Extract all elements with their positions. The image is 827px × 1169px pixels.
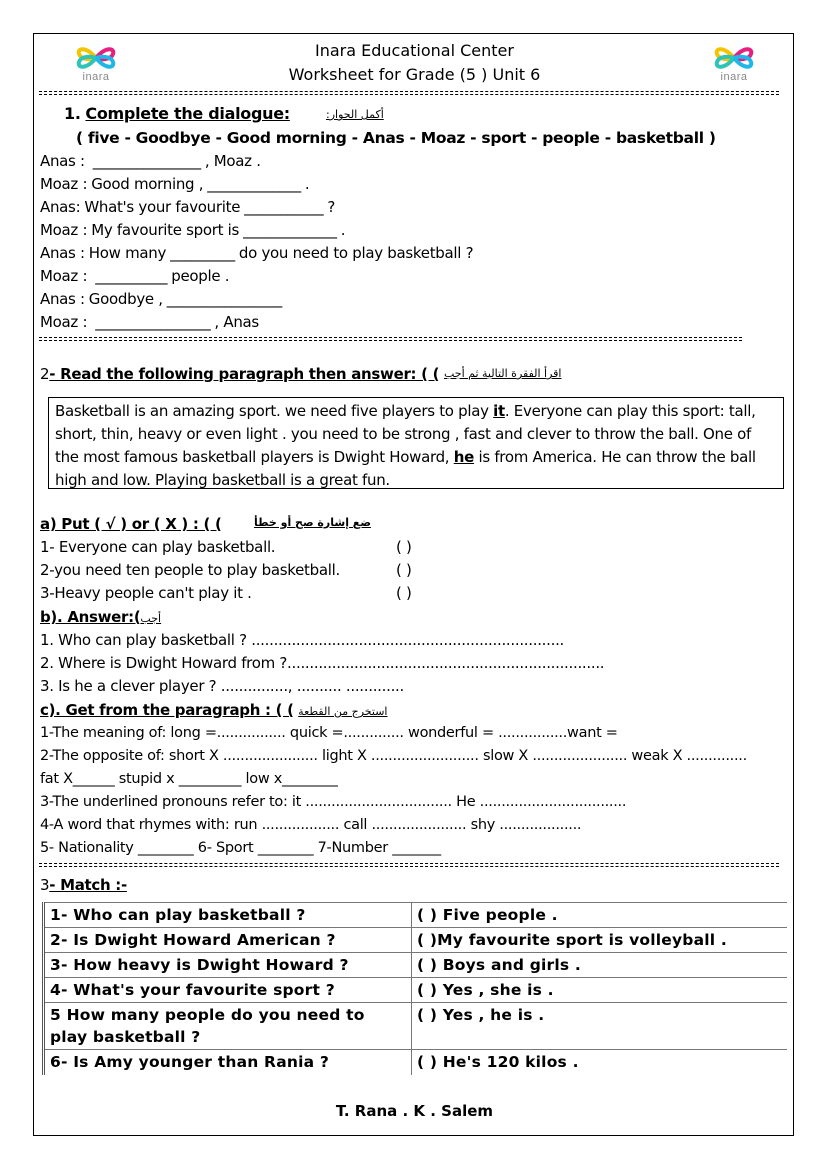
reading-paragraph [48,397,784,489]
match-answer[interactable]: ( ) Yes , he is . [412,1003,788,1050]
dialogue-line [40,198,339,216]
dialogue-text: . [304,175,310,193]
dialogue-text: . [340,221,346,239]
match-answer[interactable]: ( ) Yes , she is . [412,978,788,1003]
dialogue-speaker: Moaz : [40,175,88,193]
dialogue-text: , Moaz . [204,152,261,170]
part-c-heading [40,701,388,721]
paragraph-text: Basketball is an amazing sport. we need five players to play [55,402,494,420]
dialogue-text: My favourite sport is [91,221,240,239]
dialogue-blank[interactable]: _____________ [207,175,301,193]
question-item[interactable]: 1. Who can play basketball ? ...................................................................... [40,631,565,649]
true-false-item: 2-you need ten people to play basketball. [40,561,340,579]
logo-text: inara [720,71,748,83]
logo-text: inara [82,71,110,83]
center-name: Inara Educational Center [315,41,514,60]
match-question: 5 How many people do you need to play basketball ? [44,1003,412,1050]
dialogue-text: What's your favourite [84,198,241,216]
section-title: Complete the dialogue: [85,104,290,123]
section-number: 2 [40,365,50,383]
vocabulary-item[interactable]: 5- Nationality ________ 6- Sport ________ 7-Number _______ [40,840,441,856]
dialogue-blank[interactable]: ___________ [244,198,324,216]
teacher-signature: T. Rana . K . Salem [335,1102,494,1120]
match-row [44,903,788,928]
dialogue-speaker: Anas : [40,244,85,262]
dialogue-line [40,267,233,285]
paragraph-text: is from America. He can throw the ball high and low. Playing basketball is a great fun. [55,448,756,489]
part-a-title-arabic: ضع إشارة صح أو خطأ [254,516,371,529]
section-number: 3 [40,876,50,894]
match-row [44,1050,788,1075]
dialogue-text: do you need to play basketball ? [238,244,474,262]
dialogue-text: Goodbye , [88,290,163,308]
dialogue-line [40,175,313,193]
part-b-heading [40,608,161,628]
match-answer[interactable]: ( ) He's 120 kilos . [412,1050,788,1075]
part-c-title: c). Get from the paragraph : ( ( [40,701,294,719]
dialogue-speaker: Anas: [40,198,81,216]
match-question: 4- What's your favourite sport ? [44,978,412,1003]
answer-checkbox[interactable]: ( ) [396,538,412,556]
vocabulary-item[interactable]: 3-The underlined pronouns refer to: it .................................. He .................................. [40,794,627,810]
dialogue-line [40,244,477,262]
section-title: - Match :- [49,876,127,894]
dialogue-blank[interactable]: _________ [170,244,235,262]
vocabulary-item[interactable]: 2-The opposite of: short X ...................... light X ......................... slow X ...................... weak X .............. [40,748,747,764]
match-answer[interactable]: ( ) Boys and girls . [412,953,788,978]
dialogue-text: , Anas [214,313,259,331]
section3-heading [40,876,127,894]
match-row [44,953,788,978]
match-question: 2- Is Dwight Howard American ? [44,928,412,953]
section2-heading [40,365,439,383]
match-row [44,1003,788,1050]
match-answer[interactable]: ( ) Five people . [412,903,788,928]
match-row [44,978,788,1003]
match-table [42,902,787,1075]
part-b-title: b). Answer:( [40,608,141,626]
match-answer[interactable]: ( )My favourite sport is volleyball . [412,928,788,953]
vocabulary-item[interactable]: 4-A word that rhymes with: run .................. call ...................... shy ................... [40,817,582,833]
question-item[interactable]: 3. Is he a clever player ? ..............., .......... ............. [40,677,404,695]
dialogue-blank[interactable]: __________ [95,267,168,285]
answer-checkbox[interactable]: ( ) [396,584,412,602]
dialogue-blank[interactable]: _____________ [243,221,337,239]
section1-title-arabic: أكمل الحوار: [326,108,384,121]
section1-heading [64,105,290,123]
dialogue-blank[interactable]: ________________ [95,313,211,331]
match-question: 3- How heavy is Dwight Howard ? [44,953,412,978]
worksheet-page [33,33,794,1136]
dialogue-text: How many [88,244,167,262]
paragraph-text: . Everyone can play this sport: tall, short, thin, heavy or even light . you need to be strong , fast and clever to throw the ball. One of the most famous basketball players is Dwight Howard, [55,402,756,466]
dialogue-speaker: Moaz : [40,267,88,285]
dialogue-text: Good morning , [91,175,204,193]
word-bank: ( five - Goodbye - Good morning - Anas - Moaz - sport - people - basketball ) [76,129,716,147]
part-c-title-arabic: استخرج من القطعة [298,705,388,718]
dialogue-blank[interactable]: _______________ [92,152,201,170]
section2-title-arabic: اقرأ الفقرة التالية ثم أجب [444,367,562,380]
dialogue-speaker: Moaz : [40,313,88,331]
underlined-pronoun-he: he [453,448,474,466]
worksheet-title: Worksheet for Grade (5 ) Unit 6 [288,65,541,84]
match-question: 1- Who can play basketball ? [44,903,412,928]
dialogue-text: ? [327,198,336,216]
dialogue-text: people . [171,267,230,285]
match-row [44,928,788,953]
match-question: 6- Is Amy younger than Rania ? [44,1050,412,1075]
dialogue-blank[interactable]: ________________ [166,290,282,308]
vocabulary-item[interactable]: 1-The meaning of: long =................ quick =.............. wonderful = ................want = [40,725,618,741]
section-number: 1. [64,104,81,123]
dialogue-line [40,221,349,239]
dialogue-speaker: Moaz : [40,221,88,239]
answer-checkbox[interactable]: ( ) [396,561,412,579]
divider [39,337,742,341]
dialogue-line [40,152,265,170]
underlined-pronoun-it: it [493,402,505,420]
vocabulary-item[interactable]: fat X______ stupid x _________ low x________ [40,771,338,787]
part-a-title: a) Put ( √ ) or ( X ) : ( ( [40,515,222,533]
dialogue-line [40,313,263,331]
divider [39,863,779,867]
section-title: - Read the following paragraph then answer: ( ( [49,365,440,383]
true-false-item: 3-Heavy people can't play it . [40,584,252,602]
divider [39,91,779,95]
true-false-item: 1- Everyone can play basketball. [40,538,276,556]
dialogue-line [40,290,290,308]
part-b-title-arabic: أجب [140,612,162,625]
question-item[interactable]: 2. Where is Dwight Howard from ?....................................................................... [40,654,605,672]
dialogue-speaker: Anas : [40,152,85,170]
dialogue-speaker: Anas : [40,290,85,308]
